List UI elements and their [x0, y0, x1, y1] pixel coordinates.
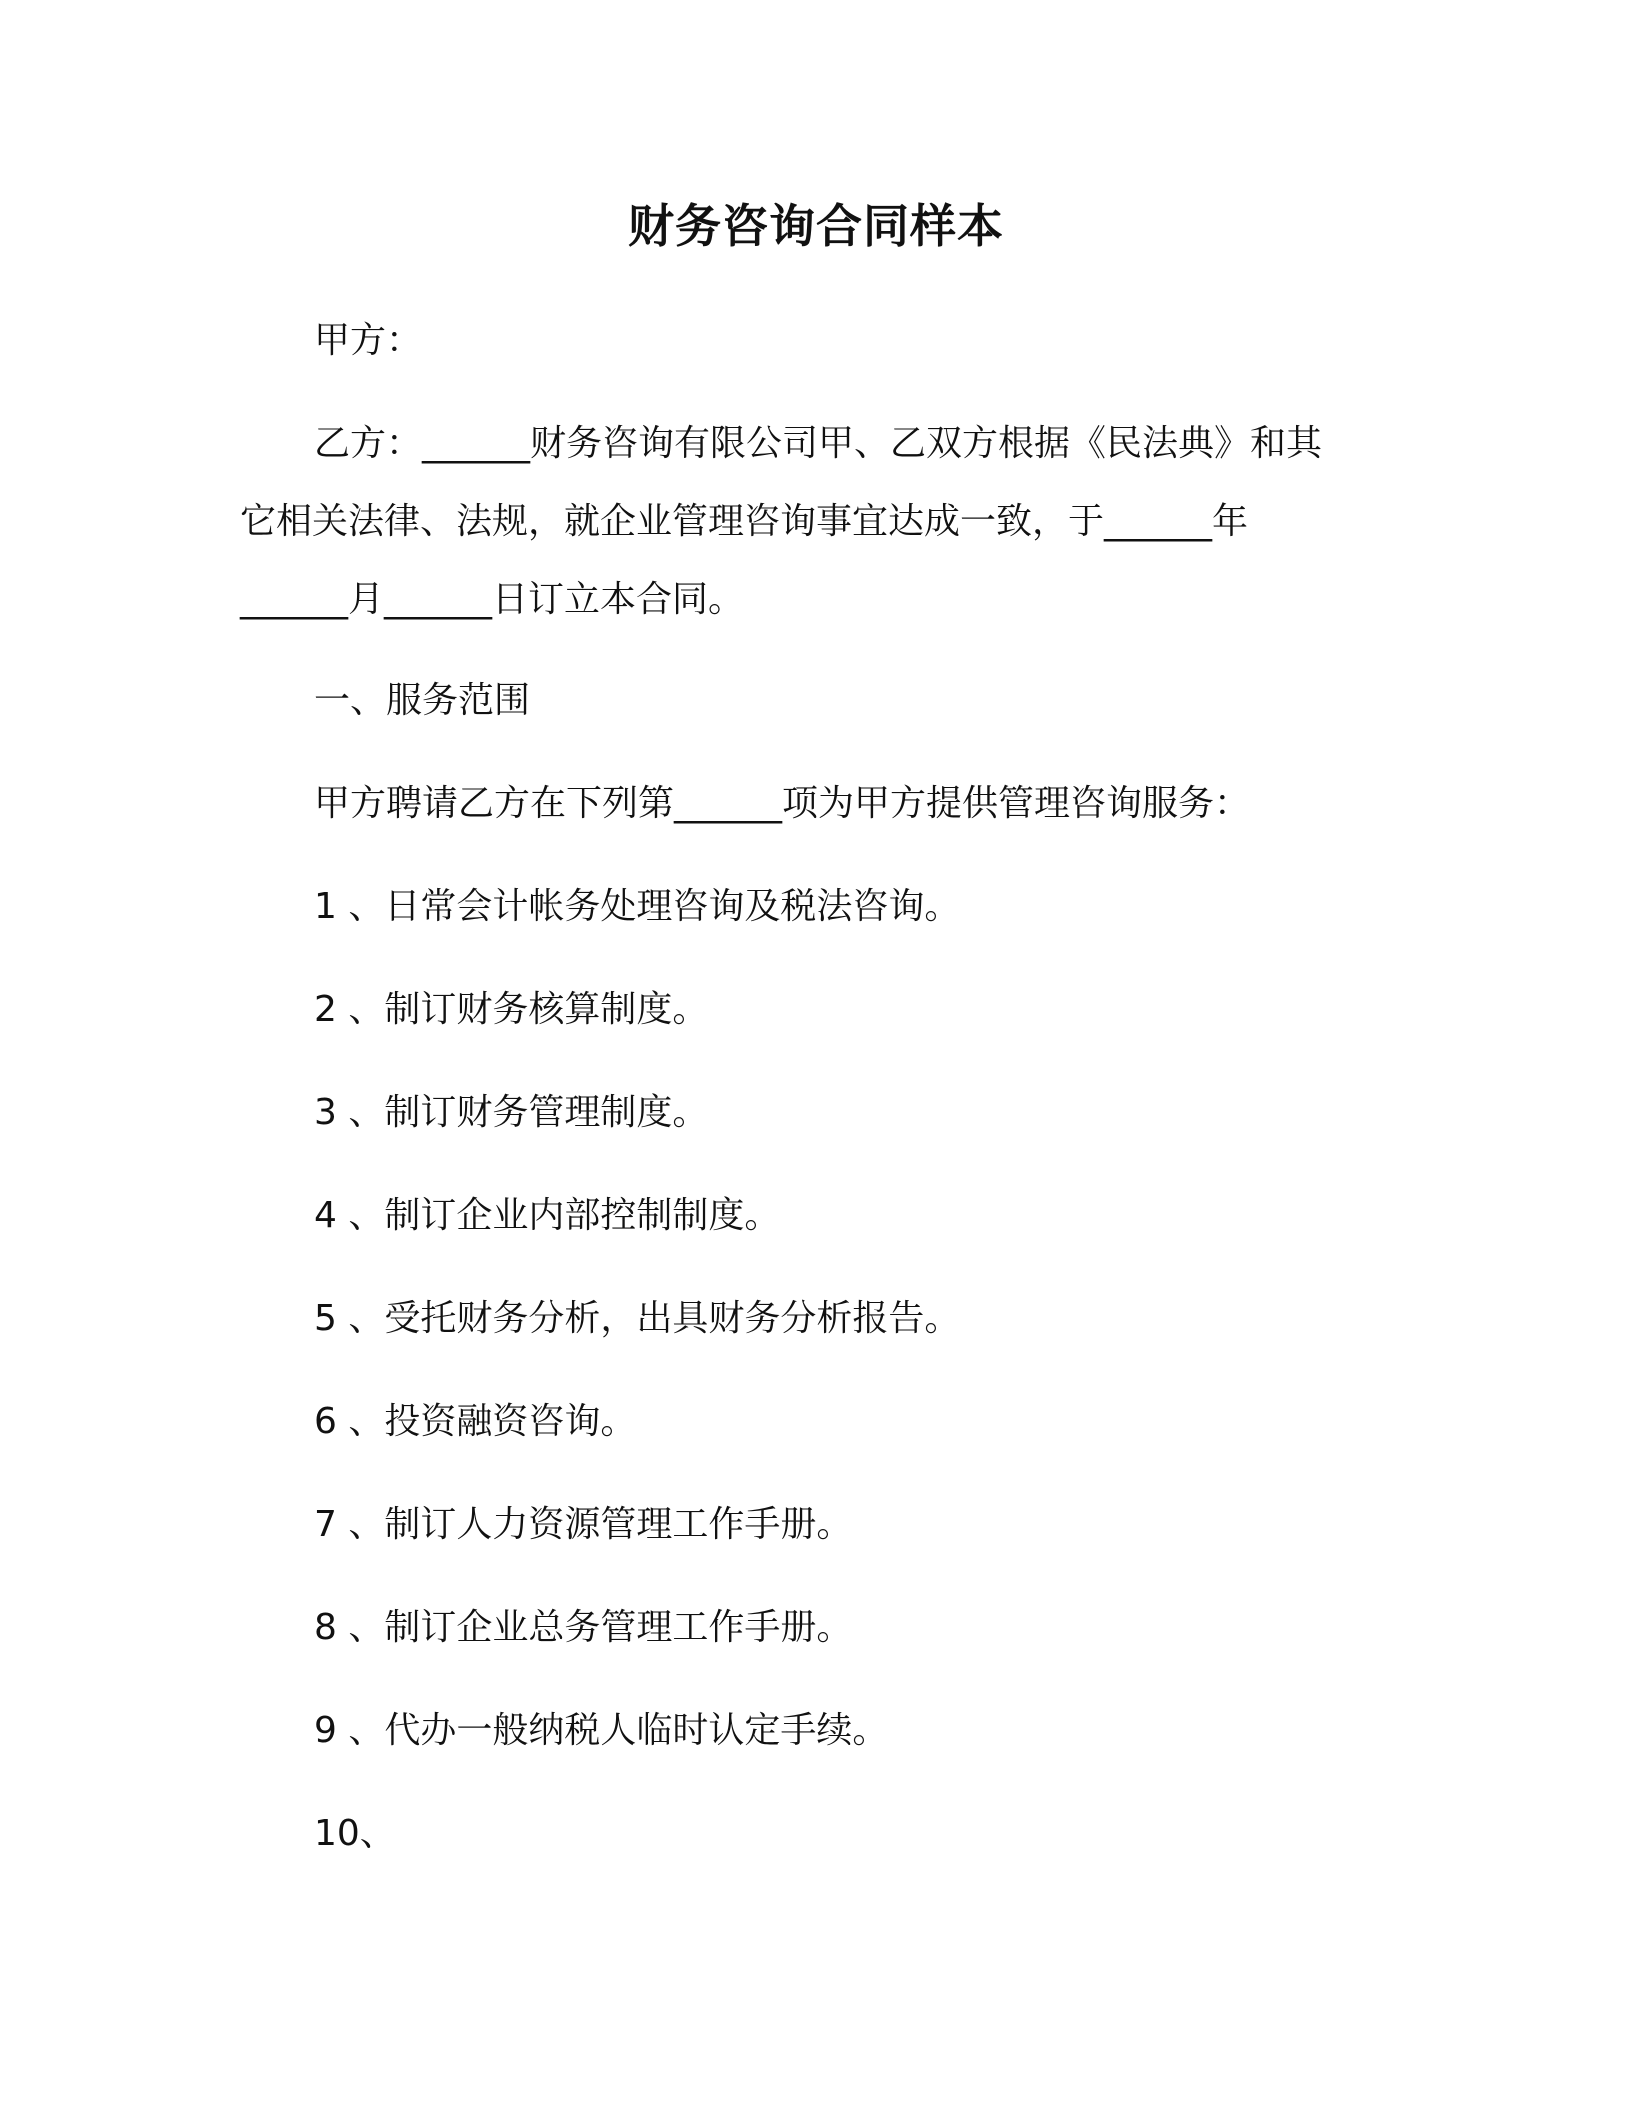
list-item: 6 、投资融资咨询。 [314, 1401, 637, 1442]
section-1-intro: 甲方聘请乙方在下列第______项为甲方提供管理咨询服务： [314, 783, 1251, 824]
list-item: 5 、受托财务分析，出具财务分析报告。 [314, 1298, 961, 1339]
list-item: 2 、制订财务核算制度。 [314, 989, 709, 1030]
party-b-line-1: 乙方：______财务咨询有限公司甲、乙双方根据《民法典》和其 [314, 423, 1323, 464]
party-b-line-3: ______月______日订立本合同。 [240, 579, 745, 620]
list-item: 10、 [314, 1813, 396, 1854]
list-item: 7 、制订人力资源管理工作手册。 [314, 1504, 853, 1545]
party-a-line: 甲方： [314, 320, 423, 361]
party-b-paragraph [240, 405, 1440, 639]
document-title: 财务咨询合同样本 [628, 199, 1004, 253]
party-b-line-2: 它相关法律、法规，就企业管理咨询事宜达成一致，于______年 [240, 501, 1249, 542]
list-item: 8 、制订企业总务管理工作手册。 [314, 1607, 853, 1648]
section-1-heading: 一、服务范围 [314, 680, 531, 721]
list-item: 3 、制订财务管理制度。 [314, 1092, 709, 1133]
list-item: 1 、日常会计帐务处理咨询及税法咨询。 [314, 886, 961, 927]
list-item: 9 、代办一般纳税人临时认定手续。 [314, 1710, 889, 1751]
list-item: 4 、制订企业内部控制制度。 [314, 1195, 781, 1236]
